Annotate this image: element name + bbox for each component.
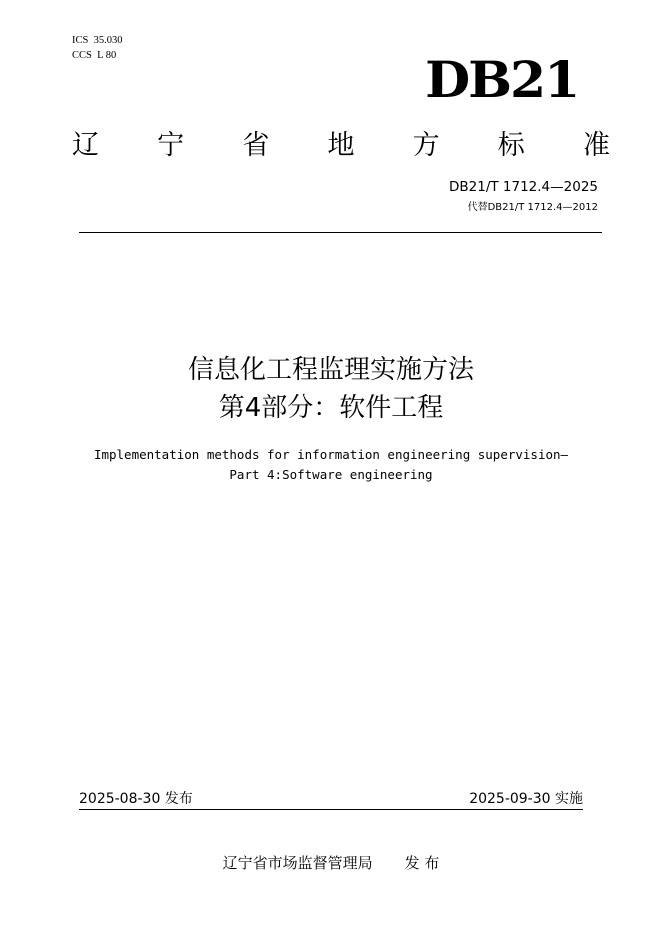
standard-type-char: 地 xyxy=(327,130,355,161)
standard-type-char: 准 xyxy=(582,130,610,161)
english-title-line-2: Part 4:Software engineering xyxy=(229,467,433,482)
db21-logo: DB21 xyxy=(424,50,578,109)
issuer-block xyxy=(0,853,662,873)
replaced-standard: 代替DB21/T 1712.4—2012 xyxy=(467,202,598,213)
effective-date: 2025-09-30 实施 xyxy=(469,791,583,807)
issuer-name: 辽宁省市场监督管理局 xyxy=(222,854,373,872)
ics-code: ICS 35.030 xyxy=(72,35,123,46)
english-title-line-1: Implementation methods for information engineering supervision— xyxy=(93,447,569,462)
chinese-title-line-1: 信息化工程监理实施方法 xyxy=(187,355,474,385)
chinese-title-line-2: 第4部分：软件工程 xyxy=(218,393,444,423)
header-divider xyxy=(79,232,602,233)
publish-date: 2025-08-30 发布 xyxy=(79,791,193,807)
standard-type-char: 方 xyxy=(412,130,440,161)
issuer-action: 发 布 xyxy=(404,854,440,872)
standard-type-title xyxy=(72,126,610,166)
standard-type-char: 省 xyxy=(242,130,270,161)
standard-type-char: 辽 xyxy=(72,130,99,161)
standard-type-char: 标 xyxy=(497,130,525,161)
ccs-code: CCS L 80 xyxy=(72,50,117,61)
standard-number: DB21/T 1712.4—2025 xyxy=(448,179,598,195)
footer-divider xyxy=(79,809,583,810)
standard-type-char: 宁 xyxy=(157,130,185,161)
